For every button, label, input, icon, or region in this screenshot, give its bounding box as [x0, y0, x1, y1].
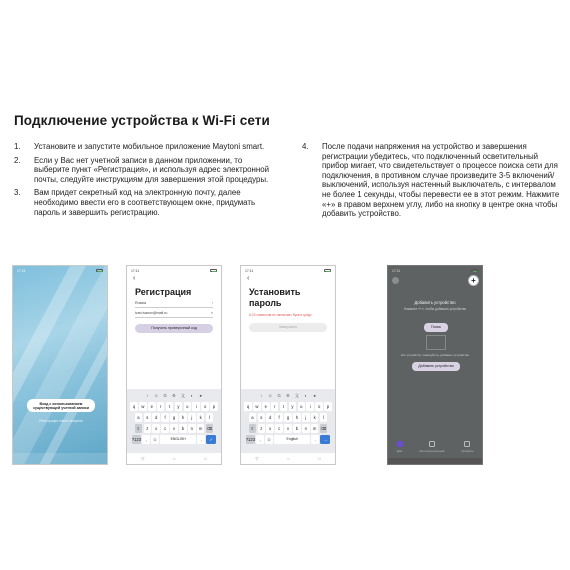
profile-icon [464, 441, 470, 447]
letter-key[interactable]: p [210, 402, 218, 411]
search-button[interactable]: Поиск [424, 323, 448, 332]
letter-key[interactable]: w [139, 402, 147, 411]
mic-icon[interactable]: ● [313, 393, 316, 398]
letter-key[interactable]: z [144, 424, 152, 433]
chevron-right-icon: › [211, 300, 213, 305]
backspace-key[interactable]: ⌫ [206, 426, 213, 431]
letter-key[interactable]: b [179, 424, 187, 433]
tab-profile[interactable]: Профиль [461, 441, 473, 453]
add-device-button[interactable]: Добавить устройство [412, 362, 460, 371]
letter-key[interactable]: b [293, 424, 301, 433]
add-device-plus-icon[interactable]: + [468, 275, 479, 286]
letter-key[interactable]: x [266, 424, 274, 433]
shift-key[interactable]: ⇧ [249, 424, 257, 433]
translate-icon[interactable]: 文 [180, 393, 185, 398]
letter-key[interactable]: y [289, 402, 297, 411]
letter-key[interactable]: c [275, 424, 283, 433]
symbols-key[interactable]: ?123 [245, 437, 256, 442]
register-link[interactable]: Регистрация нового аккаунта [39, 419, 83, 423]
battery-icon [210, 269, 217, 272]
emoji-icon[interactable]: ☺ [154, 393, 159, 398]
instructions-left [14, 142, 276, 221]
password-requirements: 6-20 символов из латинских букв и цифр [249, 313, 312, 317]
letter-key[interactable]: q [130, 402, 138, 411]
screen-title-line1: Установить [249, 287, 301, 297]
shift-key[interactable]: ⇧ [135, 424, 143, 433]
emoji-key[interactable]: ☺ [266, 437, 272, 442]
get-code-button[interactable]: Получить проверочный код [135, 324, 213, 333]
clock: 17:11 [131, 268, 140, 273]
phone-screenshot-add-device [387, 265, 483, 465]
bottom-tabs [388, 439, 482, 457]
clock: 17:11 [392, 268, 401, 273]
letter-key[interactable]: r [271, 402, 279, 411]
letter-key[interactable]: f [161, 413, 169, 422]
letter-key[interactable]: o [201, 402, 209, 411]
system-nav-bar: ▽ ○ □ [127, 453, 221, 464]
emoji-key[interactable]: ☺ [152, 437, 158, 442]
phone-screenshot-set-password [240, 265, 336, 465]
keyboard-tool-icon[interactable]: ‹ [146, 393, 149, 398]
letter-key[interactable]: o [315, 402, 323, 411]
backspace-key[interactable]: ⌫ [320, 426, 327, 431]
letter-key[interactable]: a [249, 413, 257, 422]
instructions-right [302, 142, 564, 223]
dialog-subtitle: Нажмите «+», чтобы добавить устройство [403, 307, 467, 311]
letter-key[interactable]: h [293, 413, 301, 422]
letter-key[interactable]: t [166, 402, 174, 411]
letter-key[interactable]: l [320, 413, 328, 422]
letter-key[interactable]: g [284, 413, 292, 422]
letter-key[interactable]: q [244, 402, 252, 411]
letter-key[interactable]: e [148, 402, 156, 411]
tab-home[interactable]: Дом [397, 441, 403, 453]
email-field[interactable]: ivan.ivanov@mail.ru × [135, 308, 213, 318]
letter-key[interactable]: v [170, 424, 178, 433]
gif-icon[interactable]: G [277, 393, 281, 398]
letter-key[interactable]: n [188, 424, 196, 433]
letter-key[interactable]: k [197, 413, 205, 422]
phone-screenshot-registration [126, 265, 222, 465]
keyboard-tool-icon[interactable]: ‹ [260, 393, 263, 398]
phone-screenshot-welcome [12, 265, 108, 465]
step-3 [14, 188, 276, 217]
symbols-key[interactable]: ?123 [131, 437, 142, 442]
clock: 17:11 [245, 268, 254, 273]
letter-key[interactable]: p [324, 402, 332, 411]
keyboard [241, 389, 335, 453]
palette-icon[interactable]: ◐ [190, 393, 194, 398]
screen-title: Регистрация [135, 287, 192, 297]
step-text: После подачи напряжения на устройство и завершения регистрации убедитесь, что подключенный осветительный прибор мигает, что свидетельствует о процессе поиска сети для подключения, в противном случае произведите 3-5 включений/выключений, используя настенный выключатель, с интервалом не более 1 секунды, чтобы перевести ее в этот режим. Нажмите «+» в правом верхнем углу, либо на кнопку в центре окна чтобы добавить устройство. [322, 142, 560, 219]
letter-key[interactable]: u [184, 402, 192, 411]
device-box-icon [426, 335, 446, 350]
dialog-title: Добавить устройство [414, 300, 456, 305]
letter-key[interactable]: x [152, 424, 160, 433]
system-nav-bar: ▽ ○ □ [241, 453, 335, 464]
space-key[interactable]: English [274, 435, 310, 444]
status-bar [241, 266, 335, 275]
letter-key[interactable]: l [206, 413, 214, 422]
back-arrow-icon[interactable]: ‹ [133, 275, 136, 282]
country-select[interactable]: Russia › [135, 298, 213, 308]
period-key[interactable]: . [311, 435, 319, 444]
gif-icon[interactable]: G [163, 393, 167, 398]
palette-icon[interactable]: ◐ [304, 393, 308, 398]
step-text: Если у Вас нет учетной записи в данном приложении, то выберите пункт «Регистрация», и используя адрес электронной почты, следуйте инструкциям для завершения этой процедуры. [34, 155, 269, 184]
letter-key[interactable]: s [144, 413, 152, 422]
letter-key[interactable]: y [175, 402, 183, 411]
letter-key[interactable]: w [253, 402, 261, 411]
letter-key[interactable]: r [157, 402, 165, 411]
letter-key[interactable]: h [179, 413, 187, 422]
mic-icon[interactable]: ● [199, 393, 202, 398]
step-text: Установите и запустите мобильное приложение Maytoni smart. [34, 142, 265, 151]
letter-key[interactable]: v [284, 424, 292, 433]
battery-icon [471, 269, 478, 272]
letter-key[interactable]: j [302, 413, 310, 422]
letter-key[interactable]: m [197, 424, 205, 433]
page-title: Подключение устройства к Wi-Fi сети [14, 113, 270, 128]
status-bar [13, 266, 107, 275]
step-number: 2. [14, 155, 21, 165]
clock: 17:11 [17, 268, 26, 273]
letter-key[interactable]: u [298, 402, 306, 411]
login-existing-account-button[interactable]: Вход с использованием существующей учетной записи [27, 399, 95, 412]
step-number: 3. [14, 188, 21, 198]
step-number: 1. [14, 142, 21, 151]
emoji-icon[interactable]: ☺ [268, 393, 273, 398]
comma-key[interactable]: , [142, 435, 150, 444]
tab-smart[interactable]: Интеллектуальный [420, 441, 445, 453]
finish-button[interactable]: Завершить [249, 323, 327, 332]
status-bar [388, 266, 482, 275]
letter-key[interactable]: s [258, 413, 266, 422]
translate-icon[interactable]: 文 [294, 393, 299, 398]
smart-icon [429, 441, 435, 447]
battery-icon [324, 269, 331, 272]
enter-key[interactable]: ✓ [206, 435, 216, 444]
settings-icon[interactable]: ⚙ [172, 393, 176, 398]
empty-state-text: Нет устройств, пожалуйста, добавьте устройство [400, 353, 470, 357]
letter-key[interactable]: d [266, 413, 274, 422]
letter-key[interactable]: i [306, 402, 314, 411]
space-key[interactable]: ENGLISH [160, 435, 196, 444]
clear-icon[interactable]: × [210, 310, 213, 315]
keyboard [127, 389, 221, 453]
system-nav-bar [388, 458, 482, 464]
letter-key[interactable]: a [135, 413, 143, 422]
letter-key[interactable]: c [161, 424, 169, 433]
letter-key[interactable]: t [280, 402, 288, 411]
status-bar [127, 266, 221, 275]
step-1 [14, 142, 276, 152]
home-icon [397, 441, 403, 447]
screen-title-line2: пароль [249, 297, 282, 308]
avatar[interactable] [392, 277, 399, 284]
system-nav-bar [13, 453, 107, 464]
letter-key[interactable]: g [170, 413, 178, 422]
step-4 [302, 142, 564, 219]
letter-key[interactable]: k [311, 413, 319, 422]
letter-key[interactable]: n [302, 424, 310, 433]
letter-key[interactable]: d [152, 413, 160, 422]
letter-key[interactable]: e [262, 402, 270, 411]
period-key[interactable]: . [197, 435, 205, 444]
letter-key[interactable]: j [188, 413, 196, 422]
step-2 [14, 156, 276, 185]
letter-key[interactable]: f [275, 413, 283, 422]
comma-key[interactable]: , [256, 435, 264, 444]
settings-icon[interactable]: ⚙ [286, 393, 290, 398]
letter-key[interactable]: z [258, 424, 266, 433]
enter-key[interactable]: → [320, 435, 330, 444]
back-arrow-icon[interactable]: ‹ [247, 275, 250, 282]
step-number: 4. [302, 142, 309, 151]
step-text: Вам придет секретный код на электронную почту, далее необходимо ввести его в соответствующем окне, придумать пароль и завершить регистрацию. [34, 188, 256, 217]
battery-icon [96, 269, 103, 272]
letter-key[interactable]: i [192, 402, 200, 411]
letter-key[interactable]: m [311, 424, 319, 433]
